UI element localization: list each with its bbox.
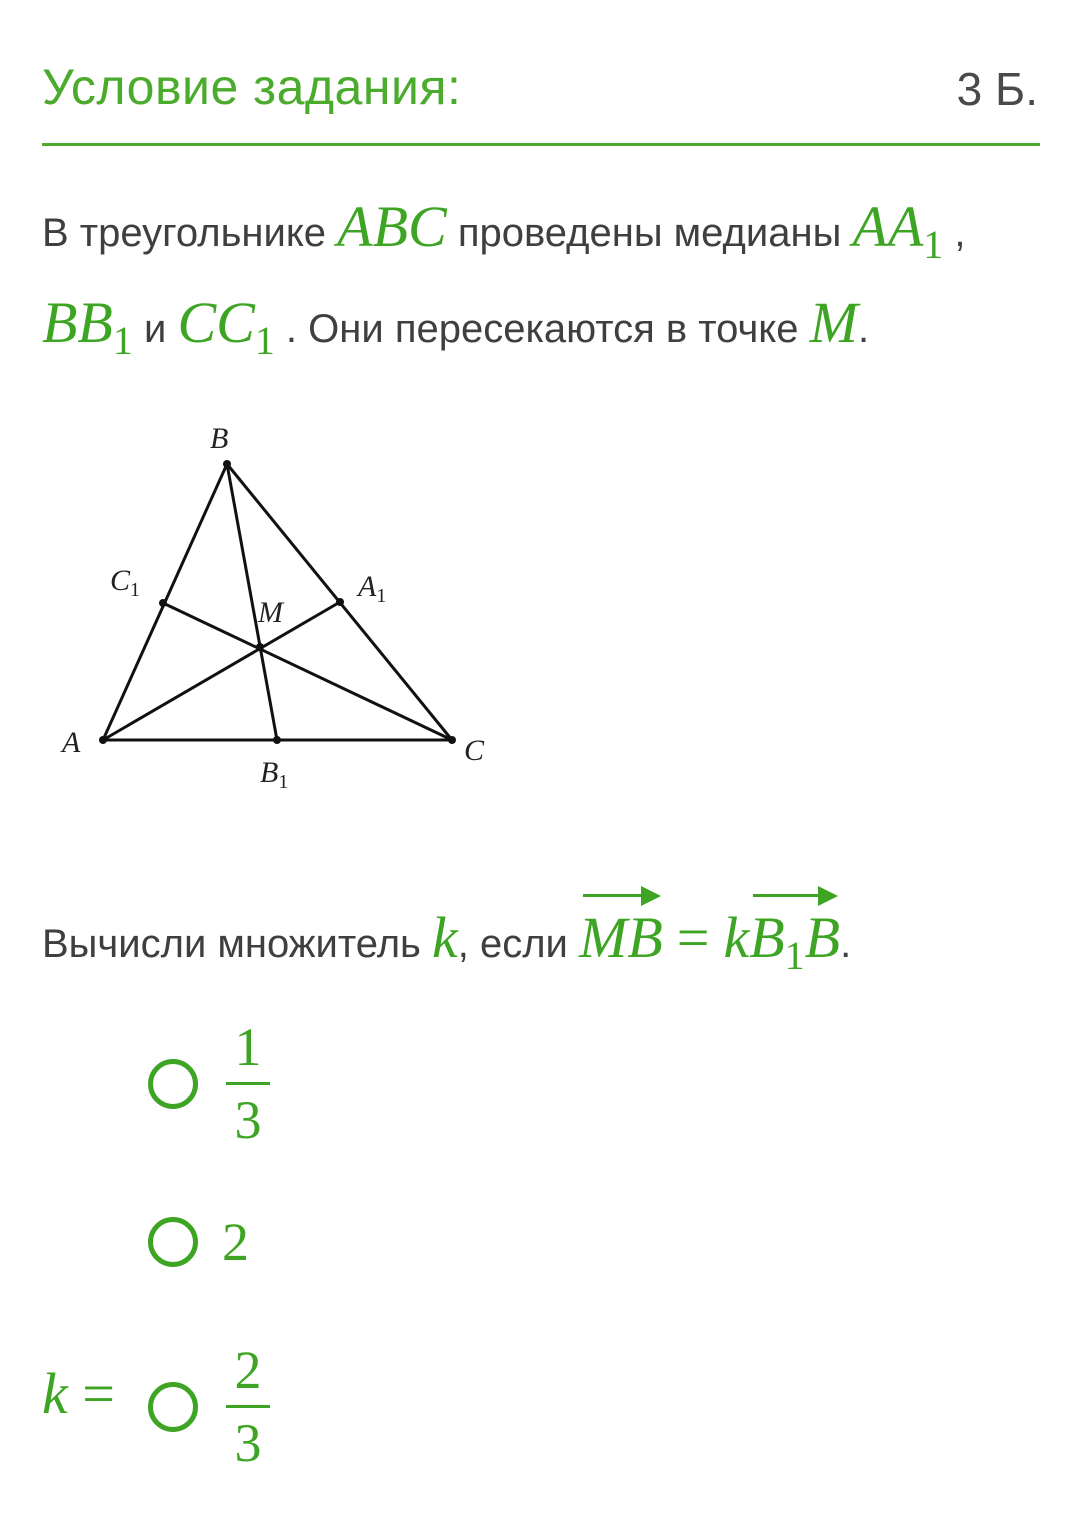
- label-c1: [110, 564, 140, 601]
- question-text: [42, 880, 1042, 996]
- triangle-diagram: [50, 410, 530, 810]
- label-m: M: [258, 596, 283, 629]
- median-cc1: [163, 603, 452, 740]
- math-letters: BB: [42, 290, 113, 355]
- option-value: 2: [222, 1212, 249, 1272]
- math-median-cc1: [177, 290, 275, 363]
- label-c: C: [464, 734, 485, 767]
- fraction-numerator: 1: [234, 1017, 262, 1077]
- problem-text: ,: [943, 211, 966, 255]
- fraction-bar: [226, 1405, 270, 1408]
- problem-text: проведены медианы: [446, 211, 853, 255]
- math-median-aa1: [852, 194, 944, 267]
- math-median-bb1: [42, 290, 133, 363]
- math-subscript: 1: [112, 318, 133, 363]
- vector-b1b: [749, 880, 840, 996]
- math-triangle: ABC: [337, 194, 447, 259]
- math-subscript: 1: [254, 318, 275, 363]
- fraction-denominator: 3: [234, 1090, 262, 1150]
- answer-prefix: [42, 1360, 115, 1427]
- label-a: A: [62, 726, 81, 759]
- problem-text: В треугольнике: [42, 211, 338, 255]
- math-letters: B: [804, 905, 841, 970]
- math-k: k: [431, 905, 458, 970]
- fraction-denominator: 3: [234, 1413, 262, 1473]
- point-a: [99, 736, 107, 744]
- header-divider: [42, 143, 1040, 146]
- math-subscript: 1: [784, 933, 805, 978]
- radio-button[interactable]: [148, 1382, 198, 1432]
- label-a1: [356, 570, 386, 607]
- label-letter: A: [358, 570, 377, 603]
- math-k2: k: [723, 905, 750, 970]
- problem-statement: [42, 188, 1042, 380]
- point-m: [256, 643, 264, 651]
- math-letters: AA: [852, 194, 924, 259]
- math-letters: B: [749, 905, 785, 970]
- math-letters: CC: [177, 290, 255, 355]
- question-text-part: .: [840, 922, 852, 966]
- label-letter: B: [260, 756, 279, 789]
- point-a1: [336, 598, 344, 606]
- fraction-numerator: 2: [234, 1340, 262, 1400]
- option-two-thirds[interactable]: [148, 1339, 270, 1474]
- math-equals: =: [82, 1361, 115, 1426]
- point-b: [223, 460, 231, 468]
- question-text-part: Вычисли множитель: [42, 922, 432, 966]
- label-b1: [260, 756, 288, 793]
- math-point-m: M: [809, 290, 858, 355]
- label-letter: C: [110, 564, 131, 597]
- point-b1: [273, 736, 281, 744]
- radio-button[interactable]: [148, 1217, 198, 1267]
- question-text-part: , если: [457, 922, 580, 966]
- problem-text: .: [857, 307, 870, 351]
- point-c: [448, 736, 456, 744]
- fraction-bar: [226, 1082, 270, 1085]
- radio-button[interactable]: [148, 1059, 198, 1109]
- page-title: Условие задания:: [42, 59, 462, 115]
- option-two[interactable]: [148, 1211, 249, 1273]
- label-sub: 1: [376, 585, 387, 607]
- math-subscript: 1: [923, 222, 944, 267]
- label-b: B: [210, 422, 229, 455]
- problem-text: и: [132, 307, 178, 351]
- math-equals: =: [676, 905, 710, 970]
- vector-mb: MB: [579, 880, 663, 978]
- score-label: 3 Б.: [956, 63, 1038, 115]
- math-k: k: [42, 1361, 68, 1426]
- fraction: [226, 1339, 270, 1474]
- label-sub: 1: [278, 771, 289, 793]
- label-sub: 1: [130, 579, 141, 601]
- option-one-third[interactable]: [148, 1016, 270, 1151]
- problem-text: . Они пересекаются в точке: [274, 307, 810, 351]
- point-c1: [159, 599, 167, 607]
- fraction: [226, 1016, 270, 1151]
